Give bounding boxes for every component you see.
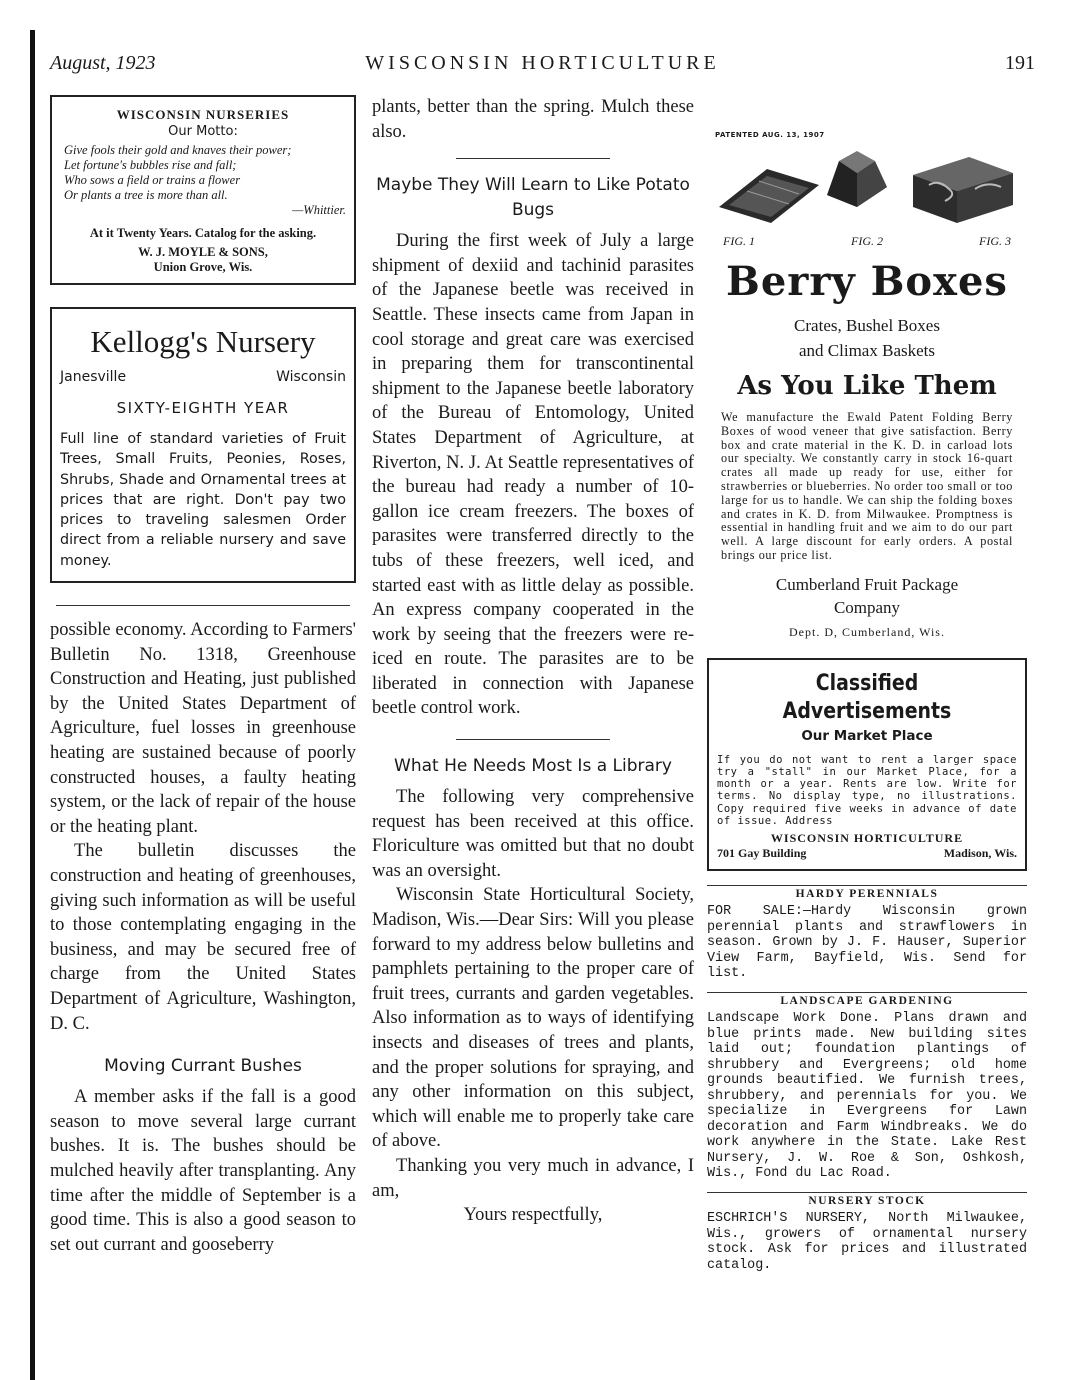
wn-attribution: —Whittier.	[292, 203, 346, 217]
library-signoff: Yours respectfully,	[463, 1205, 603, 1226]
classified-address	[717, 846, 1017, 861]
classified-address-left: 701 Gay Building	[717, 845, 807, 860]
greenhouse-article	[50, 618, 356, 1036]
column-middle	[372, 95, 694, 1228]
header-date: August, 1923	[50, 52, 156, 74]
potato-bugs-title: Maybe They Will Learn to Like Potato Bugs	[376, 175, 690, 221]
library-paragraph: Thanking you very much in advance, I am,	[372, 1155, 694, 1201]
berry-subtitle-line: and Climax Baskets	[799, 341, 935, 360]
header-title: WISCONSIN HORTICULTURE	[365, 52, 720, 74]
berry-subtitle	[707, 313, 1027, 363]
wn-poem	[60, 143, 346, 218]
wn-location: Union Grove, Wis.	[153, 260, 253, 274]
divider-rule	[456, 158, 611, 159]
library-paragraph: The following very comprehensive request has been received at this office. Floriculture was omitted but that no doubt was an oversight.	[372, 787, 694, 881]
entry-heading: HARDY PERENNIALS	[707, 885, 1027, 903]
berry-patent: PATENTED AUG. 13, 1907	[715, 131, 825, 139]
wn-title: WISCONSIN NURSERIES	[116, 107, 290, 122]
page-header	[50, 52, 1035, 82]
wn-catalog-offer: At it Twenty Years. Catalog for the asking.	[89, 226, 317, 240]
fig-1-label: FIG. 1	[723, 234, 755, 248]
column-left	[50, 95, 356, 1257]
moving-currant-paragraph: A member asks if the fall is a good season to move several large currant bushes. It is. The bushes should be mulched heavily after transplanting. Any time after the middle of September is a good time. This is also a good season to set out currant and gooseberry	[50, 1087, 356, 1255]
open-box-figure	[913, 157, 1013, 223]
half-folded-box-figure	[827, 151, 887, 207]
classified-address-right: Madison, Wis.	[943, 845, 1017, 860]
classified-entry-perennials	[707, 885, 1027, 982]
wn-poem-line: Who sows a field or trains a flower	[64, 173, 241, 187]
continuation-paragraph: plants, better than the spring. Mulch these also.	[372, 97, 694, 142]
divider-rule	[456, 739, 611, 740]
kelloggs-nursery-ad	[50, 307, 356, 583]
potato-bugs-paragraph: During the first week of July a large shipment of dexiid and tachinid parasites of the Japanese beetle was received in Seattle. These insects came from Japan in cool storage and great care was exercised in preparing them for transcontinental shipment to the Japanese beetle laboratory of the Bureau of Entomology, United States Department of Agriculture, at Riverton, N. J. At Seattle representatives of the bureau had ready a number of 10-gallon ice cream freezers. The boxes of parasites were transferred directly to the tubs of these freezers, well iced, and started east with as little delay as possible. An express company cooperated in the work by seeing that the freezers were re-iced en route. The parasites are to be liberated in connection with Japanese beetle control work.	[372, 231, 694, 719]
classified-entry-nursery-stock	[707, 1192, 1027, 1274]
column-right	[707, 95, 1027, 1273]
kn-state: Wisconsin	[276, 369, 346, 385]
berry-tagline: As You Like Them	[737, 371, 997, 401]
entry-heading: LANDSCAPE GARDENING	[707, 992, 1027, 1010]
library-title: What He Needs Most Is a Library	[394, 756, 672, 777]
classified-subtitle: Our Market Place	[801, 727, 933, 744]
fig-2-label: FIG. 2	[851, 234, 883, 248]
berry-company	[707, 573, 1027, 619]
wn-poem-line: Or plants a tree is more than all.	[64, 188, 228, 202]
classified-ads-box	[707, 658, 1027, 871]
kn-place	[60, 369, 346, 385]
wn-poem-line: Let fortune's bubbles rise and fall;	[64, 158, 237, 172]
page-number: 191	[1005, 52, 1035, 74]
entry-text: FOR SALE:—Hardy Wisconsin grown perennial plants and strawflowers in season. Grown by J. F. Hauser, Superior View Farm, Bayfield, Wis. Send for list.	[707, 904, 1027, 982]
berry-box-illustration	[707, 145, 1027, 225]
moving-currant-title: Moving Currant Bushes	[104, 1056, 302, 1077]
berry-company-line: Company	[833, 597, 901, 617]
berry-title: Berry Boxes	[726, 258, 1008, 305]
kn-year: SIXTY-EIGHTH YEAR	[116, 399, 290, 417]
kn-city: Janesville	[60, 369, 127, 385]
kn-body: Full line of standard varieties of Fruit Trees, Small Fruits, Peonies, Roses, Shrubs, Shade and Ornamental trees at prices that are right. Don't pay two prices to traveling salesmen Order direct from a reliable nursery and save money.	[60, 431, 346, 569]
berry-company-line: Cumberland Fruit Package	[775, 574, 959, 594]
greenhouse-paragraph: possible economy. According to Farmers' Bulletin No. 1318, Greenhouse Construction and Heating, just published by the United States Department of Agriculture, fuel losses in greenhouse heating are sustained because of poorly constructed houses, a faulty heating system, or the lack of repair of the house or the heating plant.	[50, 620, 356, 837]
page-spine-edge	[30, 30, 35, 1380]
berry-boxes-ad	[707, 131, 1027, 640]
entry-heading: NURSERY STOCK	[707, 1192, 1027, 1210]
entry-text: Landscape Work Done. Plans drawn and blue prints made. New building sites laid out; foundation plantings of shrubbery and Evergreens; old home grounds beautified. We furnish trees, shrubbery, and perennials for you. We specialize in Evergreens for Lawn decoration and Farm Windbreaks. We do work anywhere in the State. Lake Rest Nursery, J. W. Roe & Son, Oshkosh, Wis., Fond du Lac Road.	[707, 1011, 1027, 1182]
wn-poem-line: Give fools their gold and knaves their power;	[64, 143, 292, 157]
fig-3-label: FIG. 3	[979, 234, 1011, 248]
classified-title: Classified Advertisements	[782, 670, 952, 724]
wisconsin-nurseries-ad	[50, 95, 356, 285]
library-paragraph: Wisconsin State Horticultural Society, Madison, Wis.—Dear Sirs: Will you please forward to my address below bulletins and pamphlets pertaining to the proper care of fruit trees, currants and garden vegetables. Also information as to ways of identifying insects and diseases of trees and plants, and the proper solutions for spraying, and any other information on this subject, which will enable me to properly take care of above.	[372, 885, 694, 1152]
moving-currant-article	[50, 1085, 356, 1257]
berry-body: We manufacture the Ewald Patent Folding Berry Boxes of wood veneer that give satisfaction. Berry box and crate material in the K. D. in carload lots our specialty. We constantly carry in stock 16-quart crates all made up ready for use, either for strawberries or blueberries. No order too small or too large for us to handle. We can ship the folding boxes and crates in K. D. from Milwaukee. Promptness is essential in handling fruit and we aim to do our part well. A large discount for early orders. A postal brings our price list.	[721, 410, 1013, 562]
library-article	[372, 785, 694, 1228]
classified-body: If you do not want to rent a larger space try a "stall" in our Market Place, for a month or a year. Rents are low. Write for terms. No display type, no illustrations. Copy required five weeks in advance of date of issue. Address	[717, 753, 1017, 827]
classified-entry-landscape	[707, 992, 1027, 1182]
divider-rule	[56, 605, 350, 606]
figure-labels	[707, 234, 1027, 249]
kn-title: Kellogg's Nursery	[90, 324, 316, 359]
entry-text: ESCHRICH'S NURSERY, North Milwaukee, Wis., growers of ornamental nursery stock. Ask for prices and illustrated catalog.	[707, 1211, 1027, 1273]
wn-motto-label: Our Motto:	[168, 124, 238, 139]
flat-box-figure	[719, 169, 819, 223]
potato-bugs-article	[372, 229, 694, 721]
berry-address: Dept. D, Cumberland, Wis.	[789, 624, 945, 639]
continuation-text	[372, 95, 694, 144]
greenhouse-paragraph: The bulletin discusses the construction and heating of greenhouses, giving such information as will be useful to those contemplating engaging in the business, and may be secured free of charge from the United States Department of Agriculture, Washington, D. C.	[50, 841, 356, 1034]
berry-subtitle-line: Crates, Bushel Boxes	[794, 316, 940, 335]
wn-firm: W. J. MOYLE & SONS,	[138, 245, 268, 259]
classified-publication: WISCONSIN HORTICULTURE	[770, 830, 964, 845]
